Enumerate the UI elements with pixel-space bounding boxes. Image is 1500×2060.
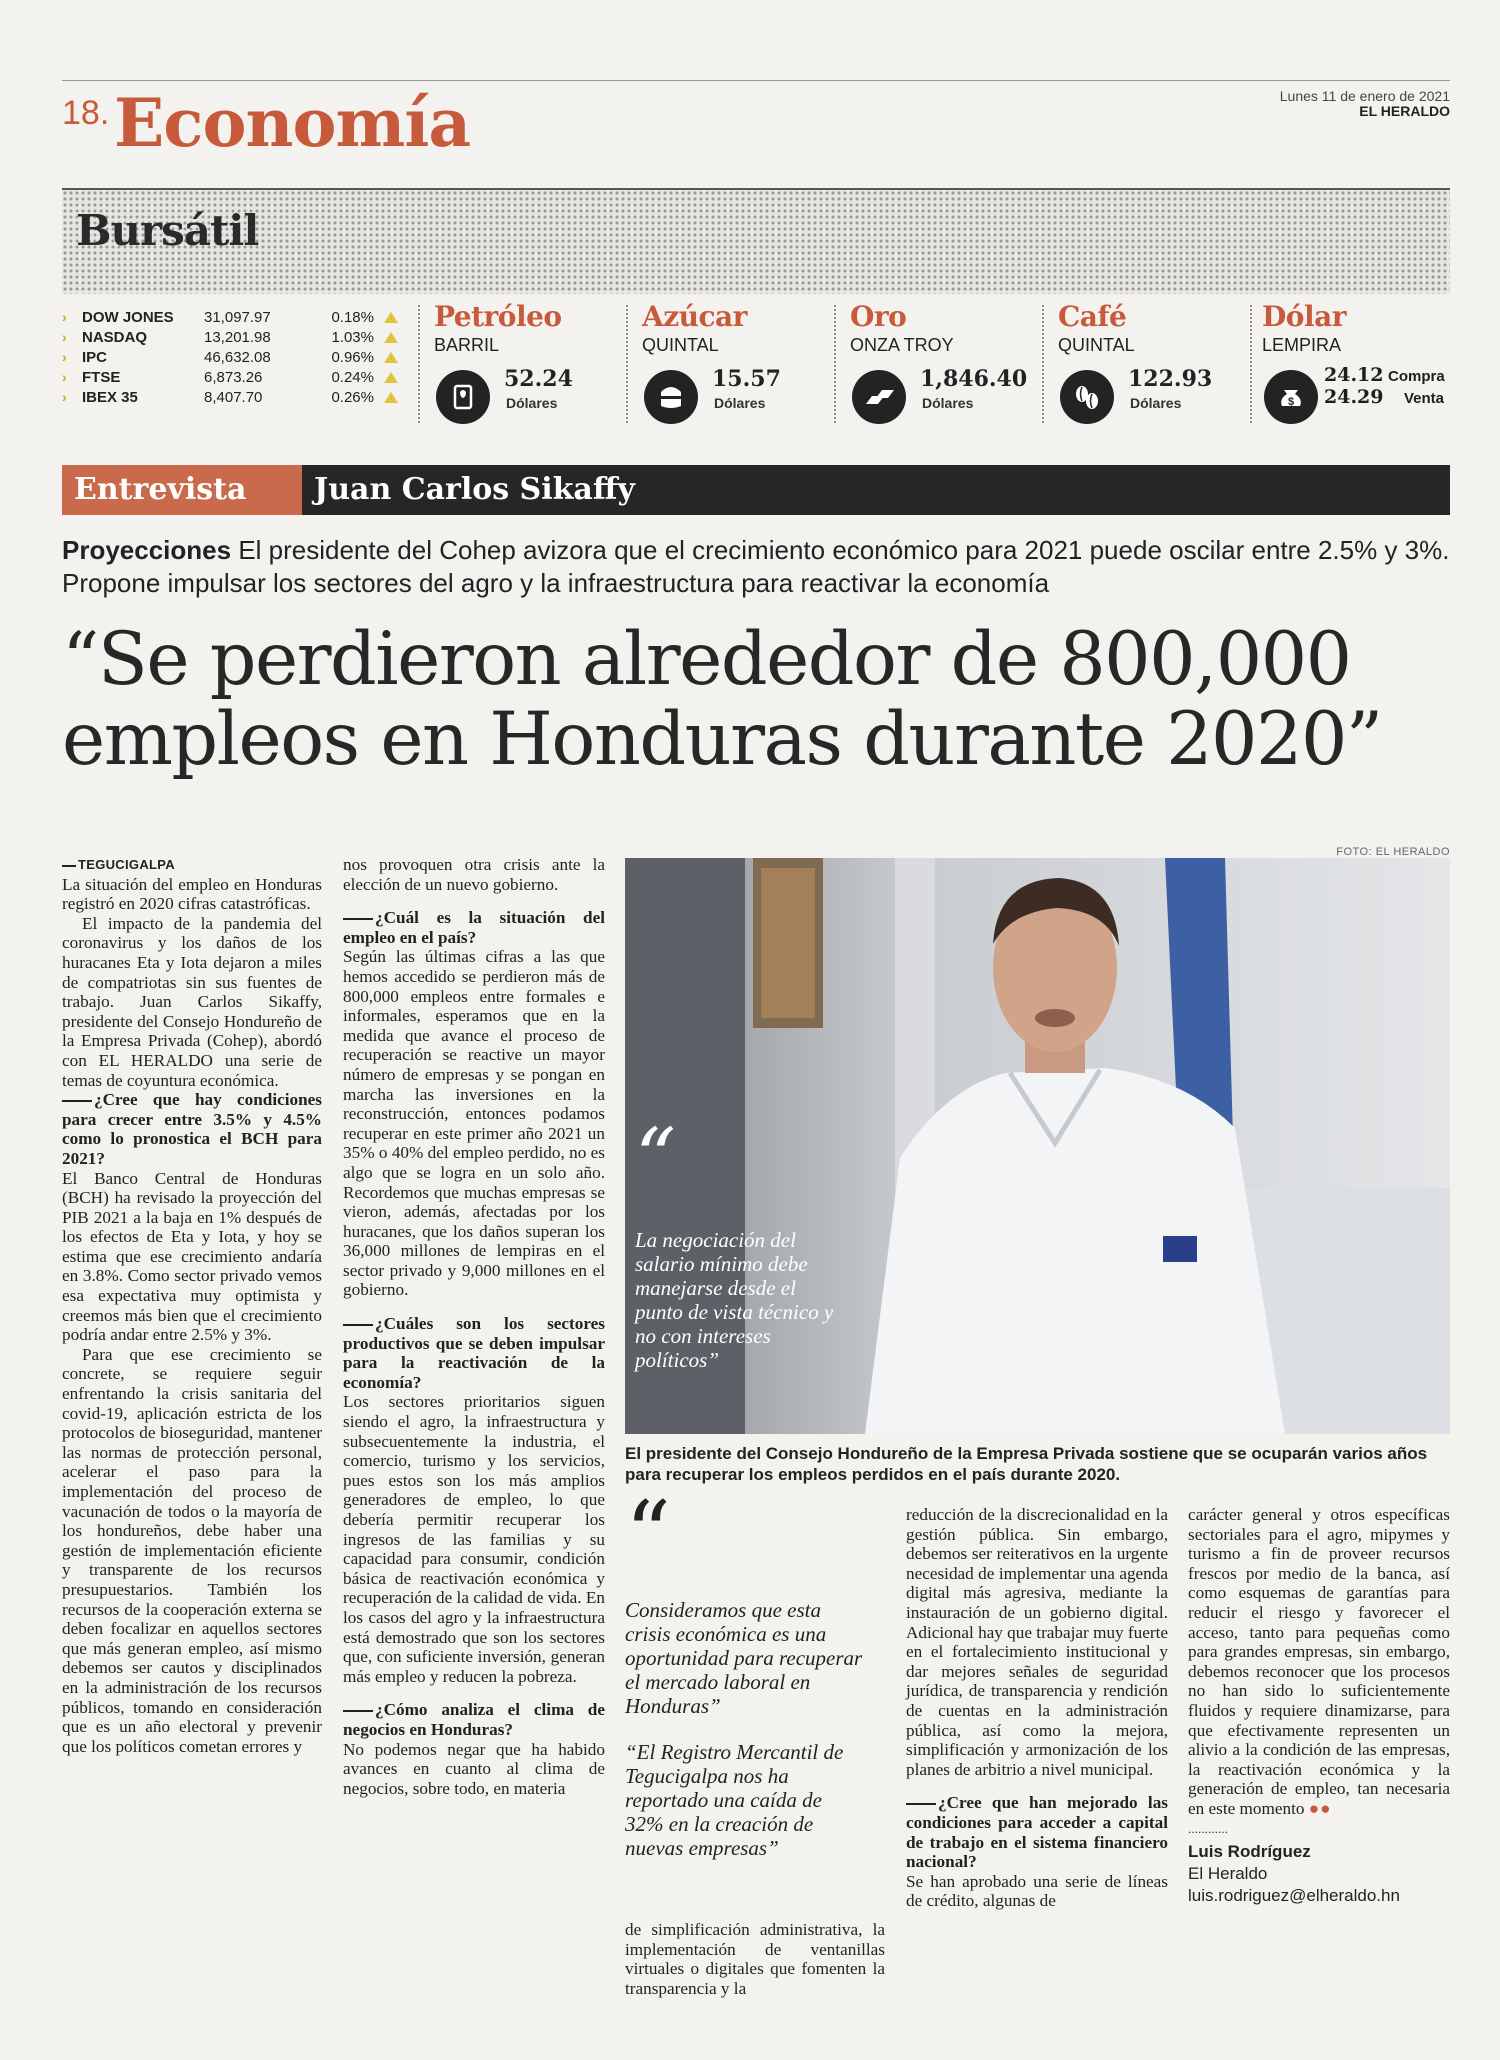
paragraph: reducción de la discrecionalidad en la gestión pública. Sin embargo, debemos ser reiterativos en la urgente necesidad de implementar una agenda digital más agresiva, mediante la instauración de un gobierno digital. Adicional hay que trabajar muy fuerte en el fortalecimiento institucional y dar mejores señales de seguridad jurídica, de transparencia y rendición de cuentas en la administración pública, así como la mejora, simplificación y armonización de los planes de arbitrio a nivel municipal. [906, 1505, 1169, 1779]
commodity-value: 122.93 [1128, 366, 1213, 392]
quote-mark-icon: “ [625, 1482, 672, 1587]
newspaper-name: EL HERALDO [1359, 103, 1450, 119]
commodity-currency: Dólares [506, 395, 558, 411]
coffee-beans-icon [1060, 370, 1114, 424]
interview-question: ¿Cómo analiza el clima de negocios en Honduras? [343, 1700, 605, 1739]
paragraph: Los sectores prioritarios siguen siendo el agro, la infraestructura y subsecuentemente la industria, el comercio, turismo y los servicios, pues estos son los más amplios generadores de empleo, lo que debería permitir recuperar los ingresos de las familias y su capacidad para consumir, condición básica de reactivación económica y recuperación de la calidad de vida. En los casos del agro y la infraestructura está demostrado que son los sectores que, con suficiente inversión, generan más empleo y reducen la pobreza. [343, 1392, 605, 1686]
interview-question: ¿Cree que han mejorado las condiciones para acceder a capital de trabajo en el sistema financiero nacional? [906, 1793, 1168, 1872]
end-mark-icon: ●● [1308, 1798, 1332, 1818]
dateline: TEGUCIGALPA [62, 855, 322, 875]
photo-credit: FOTO: EL HERALDO [1336, 846, 1450, 858]
svg-text:$: $ [1287, 396, 1295, 408]
up-triangle-icon [384, 392, 398, 403]
commodity-value: 52.24 [504, 366, 573, 392]
chevron-right-icon: › [62, 309, 67, 325]
gold-bars-icon [852, 370, 906, 424]
stock-change: 0.26% [331, 388, 374, 406]
dolar-sell-value: 24.29 [1324, 386, 1384, 408]
commodity-cafe [1058, 300, 1258, 430]
market-band [62, 188, 1450, 294]
commodity-unit: LEMPIRA [1262, 335, 1342, 355]
deck-text: El presidente del Cohep avizora que el crecimiento económico para 2021 puede oscilar entre 2.5% y 3%. Propone impulsar los sectores del agro y la infraestructura para reactivar la economía [62, 535, 1450, 598]
photo-caption: El presidente del Consejo Hondureño de la Empresa Privada sostiene que se ocuparán varios años para recuperar los empleos perdidos en el país durante 2020. [625, 1444, 1428, 1484]
commodity-currency: Dólares [1130, 395, 1182, 411]
commodity-name: Oro [850, 300, 907, 333]
interviewee-name: Juan Carlos Sikaffy [314, 472, 635, 507]
chevron-right-icon: › [62, 329, 67, 345]
interview-question: ¿Cuál es la situación del empleo en el país? [343, 908, 605, 947]
commodity-name: Azúcar [642, 300, 747, 333]
commodity-oro [850, 300, 1050, 430]
interview-question: ¿Cuáles son los sectores productivos que se deben impulsar para la reactivación de la economía? [343, 1314, 605, 1392]
stock-name: FTSE [82, 368, 121, 386]
up-triangle-icon [384, 332, 398, 343]
up-triangle-icon [384, 352, 398, 363]
dolar-sell-label: Venta [1404, 390, 1445, 407]
pull-quote: “El Registro Mercantil de Tegucigalpa nos ha reportado una caída de 32% en la creación de nuevas empresas” [625, 1740, 844, 1860]
commodity-value: 15.57 [712, 366, 781, 392]
stock-row [62, 367, 398, 387]
commodity-name: Café [1058, 300, 1127, 333]
paragraph: La situación del empleo en Honduras registró en 2020 cifras catastróficas. [62, 874, 322, 914]
commodity-currency: Dólares [922, 395, 974, 411]
author-email[interactable]: luis.rodriguez@elheraldo.hn [1188, 1885, 1400, 1905]
paragraph: de simplificación administrativa, la implementación de ventanillas virtuales o digitales que fomenten la transparencia y la [625, 1920, 885, 1998]
stock-value: 6,873.26 [204, 368, 263, 386]
paragraph: carácter general y otros específicas sectoriales para el agro, mipymes y turismo a fin de proveer recursos frescos por medio de la banca, así como esquemas de garantías para reducir el riesgo y favorecer el acceso, tanto para pequeñas como para grandes empresas, sin embargo, debemos reconocer que los procesos no han sido lo suficientemente fluidos y requiere dinamizarse, para que efectivamente representen un alivio a la condición de las empresas, la reactivación económica y la generación de empleo, tan necesaria en este momento ●● [1188, 1505, 1450, 1818]
article-column-1 [62, 855, 322, 1756]
header-rule [62, 80, 1450, 81]
paragraph: El impacto de la pandemia del coronavirus y los daños de los huracanes Eta y Iota dejaron a miles de compatriotas sin sus fuentes de trabajo. Juan Carlos Sikaffy, presidente del Consejo Hondureño de la Empresa Privada (Cohep), abordó con EL HERALDO una serie de temas de coyuntura económica. [62, 913, 322, 1090]
commodity-name: Petróleo [434, 300, 562, 333]
commodity-name: Dólar [1262, 300, 1346, 333]
commodity-unit: QUINTAL [1058, 335, 1135, 355]
stock-name: IPC [82, 348, 108, 366]
stock-table [62, 307, 398, 407]
article-headline: “Se perdieron alrededor de 800,000 empleos en Honduras durante 2020” [62, 617, 1382, 782]
author-name: Luis Rodríguez [1188, 1841, 1311, 1861]
paragraph: No podemos negar que ha habido avances en cuanto al clima de negocios, sobre todo, en materia [343, 1739, 605, 1798]
interview-tag: Entrevista [62, 465, 302, 515]
column-separator [418, 305, 420, 423]
stock-name: DOW JONES [82, 308, 174, 326]
stock-name: IBEX 35 [82, 388, 138, 406]
dolar-buy-value: 24.12 [1324, 364, 1384, 386]
commodity-unit: ONZA TROY [850, 335, 954, 355]
paragraph: Se han aprobado una serie de líneas de crédito, algunas de [906, 1871, 1168, 1911]
commodity-azucar [642, 300, 842, 430]
up-triangle-icon [384, 312, 398, 323]
stock-value: 31,097.97 [204, 308, 271, 326]
pull-quote: Consideramos que esta crisis económica es una oportunidad para recuperar el mercado laboral en Honduras” [625, 1598, 863, 1718]
stock-value: 13,201.98 [204, 328, 271, 346]
stock-name: NASDAQ [82, 328, 148, 346]
paragraph: Según las últimas cifras a las que hemos accedido se perdieron más de 800,000 empleos entre formales e informales, esperamos que en la medida que avance el proceso de recuperación se reactive un mayor número de empresas y se pongan en marcha las inversiones en la reconstrucción, entonces podamos recuperar en este primer año 2021 un 35% o 40% del empleo perdido, no es algo que se logra en un solo año. Recordemos que muchas empresas se vieron, además, afectadas por los huracanes, que los daños superan los 36,000 millones de lempiras en el sector privado y 9,000 millones en el gobierno. [343, 947, 605, 1300]
author-outlet: El Heraldo [1188, 1863, 1268, 1883]
commodity-unit: QUINTAL [642, 335, 719, 355]
stock-row [62, 307, 398, 327]
stock-row [62, 387, 398, 407]
paragraph: nos provoquen otra crisis ante la elección de un nuevo gobierno. [343, 855, 605, 894]
chevron-right-icon: › [62, 349, 67, 365]
article-column-2 [343, 855, 605, 1798]
deck-kicker: Proyecciones [62, 535, 232, 565]
signoff-separator: ............ [1188, 1821, 1229, 1836]
stock-change: 0.24% [331, 368, 374, 386]
commodity-unit: BARRIL [434, 335, 500, 355]
article-column-5 [1188, 1505, 1450, 1907]
quote-mark-icon: “ [635, 1111, 676, 1204]
article-column-3 [625, 1482, 885, 1998]
stock-change: 0.96% [331, 348, 374, 366]
commodity-dolar [1262, 300, 1462, 430]
oil-barrel-icon [436, 370, 490, 424]
chevron-right-icon: › [62, 369, 67, 385]
stock-value: 8,407.70 [204, 388, 263, 406]
paragraph: Para que ese crecimiento se concrete, se requiere seguir enfrentando la crisis sanitaria del covid-19, aplicación estricta de los protocolos de bioseguridad, mantener las normas de protección personal, acelerar el paso para la implementación del proceso de vacunación de todos o la mayoría de los hondureños, debe haber una gestión de implementación eficiente y transparente de los recursos presupuestarios. También los recursos de la cooperación externa se deben focalizar en aquellos sectores que más generan empleo, así mismo debemos ser cautos y disciplinados en la administración de los recursos públicos, tomando en consideración que es un año electoral y prevenir que los políticos cometan errores y [62, 1344, 322, 1756]
money-bag-icon [1264, 370, 1318, 424]
article-deck [62, 534, 1450, 600]
photo-pull-quote: La negociación del salario mínimo debe manejarse desde el punto de vista técnico y no con intereses políticos” [635, 1228, 834, 1372]
stock-value: 46,632.08 [204, 348, 271, 366]
paragraph: El Banco Central de Honduras (BCH) ha revisado la proyección del PIB 2021 a la baja en 1% después de los efectos de Eta y Iota, y hoy se estima que ese crecimiento andaría en 3.8%. Como sector privado vemos esa expectativa muy optimista y creemos más bien que el crecimiento podría andar entre 2.5% y 3%. [62, 1168, 322, 1345]
article-column-4 [906, 1505, 1168, 1911]
portrait-photo [625, 858, 1450, 1434]
commodity-petroleo [434, 300, 634, 430]
section-title: Economía [114, 84, 471, 162]
chevron-right-icon: › [62, 389, 67, 405]
commodity-currency: Dólares [714, 395, 766, 411]
issue-date: Lunes 11 de enero de 2021 [1279, 88, 1450, 104]
commodity-value: 1,846.40 [920, 366, 1028, 392]
stock-change: 1.03% [331, 328, 374, 346]
page-number: 18. [62, 94, 110, 132]
dolar-buy-label: Compra [1388, 368, 1445, 385]
up-triangle-icon [384, 372, 398, 383]
market-band-title: Bursátil [76, 206, 259, 255]
stock-row [62, 347, 398, 367]
stock-row [62, 327, 398, 347]
sugar-sack-icon [644, 370, 698, 424]
stock-change: 0.18% [331, 308, 374, 326]
interview-question: ¿Cree que hay condiciones para crecer entre 3.5% y 4.5% como lo pronostica el BCH para 2021? [62, 1090, 322, 1168]
